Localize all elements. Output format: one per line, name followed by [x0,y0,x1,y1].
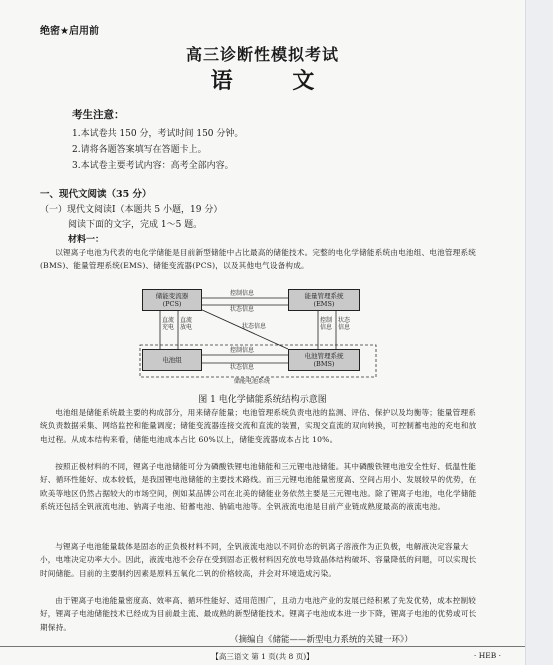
ems-box: 能量管理系统 (EMS) [288,289,360,311]
secret-label: 绝密★启用前 [40,26,99,37]
system-label: 储能电池系统 [234,378,271,385]
structure-diagram [138,289,378,389]
dc-charge-label: 直流 充电 [162,317,175,331]
exam-title: 高三诊断性模拟考试 [185,45,339,64]
paragraph: 按照正极材料的不同，锂离子电池储能可分为磷酸铁锂电池储能和三元锂电池储能。其中磷酸铁锂电池安全性好、低温性能好、循环性能好、成本较低，是我国锂电池储能的主要技术路线。而三元锂电池能量密度高、空间占用小、发展较早的优势，在欧美等地区仍然占据较大的市场空间，例如某品牌公司在北美的储能业务依然主要是三元锂电池。除了锂离子电池，电化学储能系统还包括全钒液流电池、钠离子电池、铅蓄电池、钠硫电池等。全钒液流电池是目前产业链成熟度最高的液流电池。 [40,462,477,512]
paragraph: 电池组是储能系统最主要的构成部分，用来储存能量；电池管理系统负责电池的监测、评估、保护以及均衡等；能量管理系统负责数据采集、网络监控和能量调度；储能变流器连接交流和直流的装置，实现交直流的双向转换，可控制蓄电池的充电和放电过程。从成本结构来看，储能电池成本占比 60%以上，储能变流器成本占比 10%。 [40,408,477,444]
control-info-label: 控制信息 [230,347,255,354]
status-info-label: 状态信息 [230,364,255,371]
source-citation: （摘编自《储能——新型电力系统的关键一环》） [230,635,413,645]
notice-item: 2.请将各题答案填写在答题卡上。 [72,145,207,155]
status-info-label: 状态 信息 [338,317,351,331]
page-footer [0,646,525,665]
status-info-label: 状态信息 [242,323,267,330]
control-info-label: 控制 信息 [320,317,333,331]
notice-heading: 考生注意： [72,109,125,121]
notice-item: 1.本试卷共 150 分，考试时间 150 分钟。 [72,129,244,139]
footer-code: · HEB · [473,651,501,660]
paragraph: 与锂离子电池能量载体是固态的正负极材料不同，全钒液流电池以不同价态的钒离子溶液作为正负极，电解液决定容量大小，电堆决定功率大小。因此，液流电池不会存在受到固态正极材料因充放电导致晶体结构破坏、容量降低的问题，可以实现长时间储能。目前的主要制约因素是原料五氧化二钒的价格较高，并会对环境造成污染。 [40,542,477,578]
status-info-label: 状态信息 [230,306,255,313]
scrollbar[interactable] [525,0,553,665]
instruction: 阅读下面的文字，完成 1～5 题。 [68,220,203,230]
battery-box: 电池组 [142,349,202,371]
subsection-heading: （一）现代文阅读Ⅰ（本题共 5 小题，19 分） [40,205,223,215]
subject-title: 语 文 [210,68,341,94]
page-number: 【高三语文 第 1 页(共 8 页)】 [211,652,314,661]
material-label: 材料一： [68,235,105,245]
pcs-box: 储能变流器 (PCS) [142,289,202,311]
notice-item: 3.本试卷主要考试内容：高考全部内容。 [72,161,234,171]
section-heading: 一、现代文阅读（35 分） [40,189,152,200]
dc-discharge-label: 直流 放电 [180,317,193,331]
control-info-label: 控制信息 [230,290,255,297]
bms-box: 电池管理系统 (BMS) [288,349,360,371]
paragraph: 由于锂离子电池能量密度高、效率高、循环性能好、适用范围广，且动力电池产业的发展已经积累了先发优势，成本控制较好，锂离子电池储能技术已经成为目前最主流、最成熟的新型储能技术。锂离子电池成本进一步下降，锂离子电池的优势或可长期保持。 [40,596,477,632]
figure-caption: 图 1 电化学储能系统结构示意图 [198,395,327,405]
paragraph: 以锂离子电池为代表的电化学储能是目前新型储能中占比最高的储能技术。完整的电化学储能系统由电池组、电池管理系统(BMS)、能量管理系统(EMS)、储能变流器(PCS)，以及其他电气设备构成。 [40,248,477,271]
